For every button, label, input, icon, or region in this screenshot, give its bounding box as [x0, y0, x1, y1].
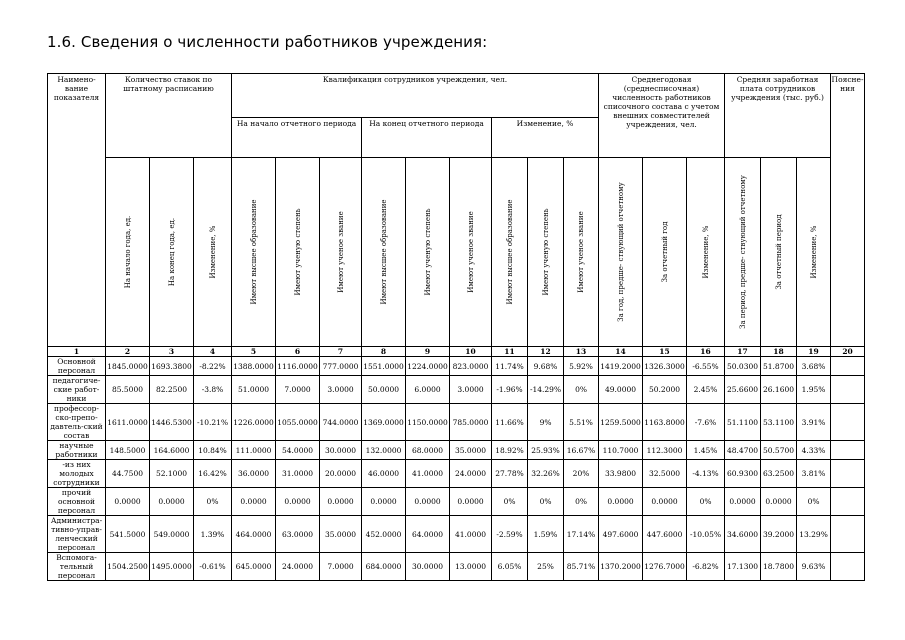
- table-cell: -6.82%: [687, 553, 725, 581]
- col-header: Изменение, %: [797, 158, 831, 347]
- table-cell: 541.5000: [106, 516, 150, 553]
- header-average-count: Среднегодовая (среднесписочная) численность работников списочного состава с учетом внешних совместителей учреждения, чел.: [599, 74, 725, 158]
- col-header: За период, предше- ствующий отчетному: [725, 158, 761, 347]
- table-row: [48, 516, 865, 553]
- table-cell: 1369.0000: [362, 404, 406, 441]
- table-cell: 20%: [564, 460, 599, 488]
- col-header: Имеют ученую степень: [276, 158, 320, 347]
- table-cell: 1845.0000: [106, 357, 150, 376]
- header-staff: Количество ставок по штатному расписанию: [106, 74, 232, 158]
- table-cell: 684.0000: [362, 553, 406, 581]
- table-cell: 0%: [687, 488, 725, 516]
- column-number: 8: [362, 347, 406, 357]
- table-row: [48, 553, 865, 581]
- column-number: 13: [564, 347, 599, 357]
- table-cell: 32.26%: [528, 460, 564, 488]
- table-cell: 0.0000: [761, 488, 797, 516]
- col-header: За отчетный период: [761, 158, 797, 347]
- table-cell: 25.6600: [725, 376, 761, 404]
- row-label: научные работники: [48, 441, 106, 460]
- table-cell: 110.7000: [599, 441, 643, 460]
- table-cell: 50.0000: [362, 376, 406, 404]
- table-cell: 48.4700: [725, 441, 761, 460]
- col-header: За отчетный год: [643, 158, 687, 347]
- table-cell: 35.0000: [450, 441, 492, 460]
- col-header: Имеют ученую степень: [528, 158, 564, 347]
- table-cell: 1446.5300: [150, 404, 194, 441]
- column-number: 16: [687, 347, 725, 357]
- table-cell: 30.0000: [320, 441, 362, 460]
- table-cell: 1693.3800: [150, 357, 194, 376]
- table-cell: 7.0000: [276, 376, 320, 404]
- table-cell: -6.55%: [687, 357, 725, 376]
- table-cell: [831, 488, 865, 516]
- col-header: На конец года, ед.: [150, 158, 194, 347]
- col-header: Имеют высшее образование: [232, 158, 276, 347]
- table-cell: 17.14%: [564, 516, 599, 553]
- table-cell: 53.1100: [761, 404, 797, 441]
- row-label: Вспомога-тельный персонал: [48, 553, 106, 581]
- table-cell: 51.8700: [761, 357, 797, 376]
- table-cell: 823.0000: [450, 357, 492, 376]
- column-number: 3: [150, 347, 194, 357]
- table-cell: 30.0000: [406, 553, 450, 581]
- table-cell: 5.92%: [564, 357, 599, 376]
- table-cell: 132.0000: [362, 441, 406, 460]
- table-cell: 50.0300: [725, 357, 761, 376]
- table-cell: 3.91%: [797, 404, 831, 441]
- table-cell: 111.0000: [232, 441, 276, 460]
- table-cell: 0%: [492, 488, 528, 516]
- table-cell: 35.0000: [320, 516, 362, 553]
- table-cell: 0.0000: [406, 488, 450, 516]
- page-title: 1.6. Сведения о численности работников учреждения:: [47, 33, 488, 51]
- table-cell: 25.93%: [528, 441, 564, 460]
- table-cell: 7.0000: [320, 553, 362, 581]
- column-number: 17: [725, 347, 761, 357]
- table-cell: 41.0000: [450, 516, 492, 553]
- table-cell: 645.0000: [232, 553, 276, 581]
- table-cell: 9.63%: [797, 553, 831, 581]
- row-label: -из них молодых сотрудники: [48, 460, 106, 488]
- table-cell: 17.1300: [725, 553, 761, 581]
- table-row: [48, 376, 865, 404]
- table-body: [48, 357, 865, 581]
- column-number: 12: [528, 347, 564, 357]
- table-cell: 13.29%: [797, 516, 831, 553]
- table-cell: 27.78%: [492, 460, 528, 488]
- table-cell: 0%: [564, 376, 599, 404]
- table-cell: 11.74%: [492, 357, 528, 376]
- table-cell: 52.1000: [150, 460, 194, 488]
- header-qualification: Квалификация сотрудников учреждения, чел.: [232, 74, 599, 118]
- table-cell: [831, 553, 865, 581]
- table-cell: 148.5000: [106, 441, 150, 460]
- table-cell: [831, 441, 865, 460]
- table-cell: 26.1600: [761, 376, 797, 404]
- table-cell: [831, 460, 865, 488]
- table-cell: 4.33%: [797, 441, 831, 460]
- table-cell: 164.6000: [150, 441, 194, 460]
- col-header: Имеют высшее образование: [492, 158, 528, 347]
- column-number: 5: [232, 347, 276, 357]
- header-salary: Средняя заработная плата сотрудников учреждения (тыс. руб.): [725, 74, 831, 158]
- row-label: Администра-тивно-управ-ленческий персонал: [48, 516, 106, 553]
- column-number: 2: [106, 347, 150, 357]
- column-number: 6: [276, 347, 320, 357]
- table-cell: -3.8%: [194, 376, 232, 404]
- table-cell: 34.6000: [725, 516, 761, 553]
- table-cell: 1226.0000: [232, 404, 276, 441]
- col-header: Изменение, %: [194, 158, 232, 347]
- table-cell: 24.0000: [450, 460, 492, 488]
- table-cell: 3.81%: [797, 460, 831, 488]
- table-cell: 112.3000: [643, 441, 687, 460]
- table-cell: 9.68%: [528, 357, 564, 376]
- col-header: Имеют ученое звание: [320, 158, 362, 347]
- row-label: педагогиче-ские работ-ники: [48, 376, 106, 404]
- table-cell: 0%: [564, 488, 599, 516]
- table-cell: 11.66%: [492, 404, 528, 441]
- table-cell: -0.61%: [194, 553, 232, 581]
- table-cell: 3.0000: [320, 376, 362, 404]
- table-cell: 0.0000: [362, 488, 406, 516]
- table-cell: -1.96%: [492, 376, 528, 404]
- table-cell: 0%: [194, 488, 232, 516]
- table-cell: 46.0000: [362, 460, 406, 488]
- table-row: [48, 460, 865, 488]
- table-row: [48, 357, 865, 376]
- table-cell: [831, 376, 865, 404]
- table-cell: 1.45%: [687, 441, 725, 460]
- column-number: 10: [450, 347, 492, 357]
- table-row: [48, 404, 865, 441]
- table-cell: 777.0000: [320, 357, 362, 376]
- table-row: [48, 441, 865, 460]
- table-cell: 744.0000: [320, 404, 362, 441]
- table-cell: 0%: [797, 488, 831, 516]
- table-cell: 1326.3000: [643, 357, 687, 376]
- header-notes: Поясне-ния: [831, 74, 865, 347]
- table-cell: 1504.2500: [106, 553, 150, 581]
- table-cell: 44.7500: [106, 460, 150, 488]
- table-cell: 18.7800: [761, 553, 797, 581]
- table-cell: 1276.7000: [643, 553, 687, 581]
- table-cell: 18.92%: [492, 441, 528, 460]
- table-cell: 497.6000: [599, 516, 643, 553]
- column-number: 4: [194, 347, 232, 357]
- table-cell: 10.84%: [194, 441, 232, 460]
- table-cell: -14.29%: [528, 376, 564, 404]
- table-cell: 1.95%: [797, 376, 831, 404]
- table-cell: -2.59%: [492, 516, 528, 553]
- table-cell: 85.5000: [106, 376, 150, 404]
- header-qual-start: На начало отчетного периода: [232, 118, 362, 158]
- column-number: 11: [492, 347, 528, 357]
- table-cell: 0.0000: [450, 488, 492, 516]
- table-cell: 63.0000: [276, 516, 320, 553]
- table-cell: 63.2500: [761, 460, 797, 488]
- col-header: На начало года, ед.: [106, 158, 150, 347]
- table-cell: 3.68%: [797, 357, 831, 376]
- table-cell: 51.0000: [232, 376, 276, 404]
- col-header: Имеют ученое звание: [450, 158, 492, 347]
- table-cell: 0%: [528, 488, 564, 516]
- table-cell: 464.0000: [232, 516, 276, 553]
- table-cell: 85.71%: [564, 553, 599, 581]
- table-cell: 51.1100: [725, 404, 761, 441]
- col-header: Имеют ученое звание: [564, 158, 599, 347]
- table-cell: -10.21%: [194, 404, 232, 441]
- table-cell: 1370.2000: [599, 553, 643, 581]
- column-number: 18: [761, 347, 797, 357]
- column-number-row: [48, 347, 865, 357]
- table-cell: 41.0000: [406, 460, 450, 488]
- row-label: профессор-ско-препо-давтель-ский состав: [48, 404, 106, 441]
- table-cell: 0.0000: [643, 488, 687, 516]
- table-cell: 24.0000: [276, 553, 320, 581]
- column-number: 15: [643, 347, 687, 357]
- table-cell: 2.45%: [687, 376, 725, 404]
- table-cell: 50.2000: [643, 376, 687, 404]
- table-cell: 5.51%: [564, 404, 599, 441]
- table-cell: 1.39%: [194, 516, 232, 553]
- table-cell: 1.59%: [528, 516, 564, 553]
- table-cell: 31.0000: [276, 460, 320, 488]
- table-cell: 6.05%: [492, 553, 528, 581]
- table-cell: 0.0000: [232, 488, 276, 516]
- table-cell: 32.5000: [643, 460, 687, 488]
- table-cell: 9%: [528, 404, 564, 441]
- table-cell: 1388.0000: [232, 357, 276, 376]
- table-cell: [831, 404, 865, 441]
- row-label: Основной персонал: [48, 357, 106, 376]
- col-header: Имеют высшее образование: [362, 158, 406, 347]
- table-cell: 0.0000: [150, 488, 194, 516]
- header-qual-change: Изменение, %: [492, 118, 599, 158]
- table-cell: 36.0000: [232, 460, 276, 488]
- table-cell: 0.0000: [320, 488, 362, 516]
- table-cell: -4.13%: [687, 460, 725, 488]
- column-number: 20: [831, 347, 865, 357]
- col-header: За год, предше- ствующий отчетному: [599, 158, 643, 347]
- table-cell: 13.0000: [450, 553, 492, 581]
- table-cell: 39.2000: [761, 516, 797, 553]
- table-cell: 50.5700: [761, 441, 797, 460]
- table-cell: 0.0000: [725, 488, 761, 516]
- table-cell: 25%: [528, 553, 564, 581]
- table-cell: 64.0000: [406, 516, 450, 553]
- table-cell: 452.0000: [362, 516, 406, 553]
- table-cell: 1224.0000: [406, 357, 450, 376]
- table-cell: 16.67%: [564, 441, 599, 460]
- table-cell: 1116.0000: [276, 357, 320, 376]
- table-cell: -7.6%: [687, 404, 725, 441]
- header-qual-end: На конец отчетного периода: [362, 118, 492, 158]
- table-cell: 0.0000: [599, 488, 643, 516]
- table-cell: 82.2500: [150, 376, 194, 404]
- table-cell: 1551.0000: [362, 357, 406, 376]
- table-cell: [831, 357, 865, 376]
- table-cell: 68.0000: [406, 441, 450, 460]
- col-header: Имеют ученую степень: [406, 158, 450, 347]
- table-cell: 0.0000: [276, 488, 320, 516]
- table-cell: 16.42%: [194, 460, 232, 488]
- table-cell: 785.0000: [450, 404, 492, 441]
- staff-table: [47, 73, 865, 581]
- table-cell: [831, 516, 865, 553]
- table-cell: 1055.0000: [276, 404, 320, 441]
- table-cell: 1495.0000: [150, 553, 194, 581]
- table-cell: 49.0000: [599, 376, 643, 404]
- column-number: 14: [599, 347, 643, 357]
- column-number: 1: [48, 347, 106, 357]
- table-cell: 54.0000: [276, 441, 320, 460]
- table-cell: 20.0000: [320, 460, 362, 488]
- table-cell: 1611.0000: [106, 404, 150, 441]
- table-cell: 1150.0000: [406, 404, 450, 441]
- column-number: 9: [406, 347, 450, 357]
- table-row: [48, 488, 865, 516]
- col-header: Изменение, %: [687, 158, 725, 347]
- header-name: Наимено-вание показателя: [48, 74, 106, 347]
- row-label: прочий основной персонал: [48, 488, 106, 516]
- table-cell: -10.05%: [687, 516, 725, 553]
- table-cell: 3.0000: [450, 376, 492, 404]
- table-cell: 33.9800: [599, 460, 643, 488]
- table-cell: 1419.2000: [599, 357, 643, 376]
- table-cell: -8.22%: [194, 357, 232, 376]
- table-cell: 549.0000: [150, 516, 194, 553]
- column-number: 19: [797, 347, 831, 357]
- table-cell: 60.9300: [725, 460, 761, 488]
- table-cell: 6.0000: [406, 376, 450, 404]
- column-number: 7: [320, 347, 362, 357]
- table-cell: 1259.5000: [599, 404, 643, 441]
- table-cell: 1163.8000: [643, 404, 687, 441]
- table-cell: 0.0000: [106, 488, 150, 516]
- table-cell: 447.6000: [643, 516, 687, 553]
